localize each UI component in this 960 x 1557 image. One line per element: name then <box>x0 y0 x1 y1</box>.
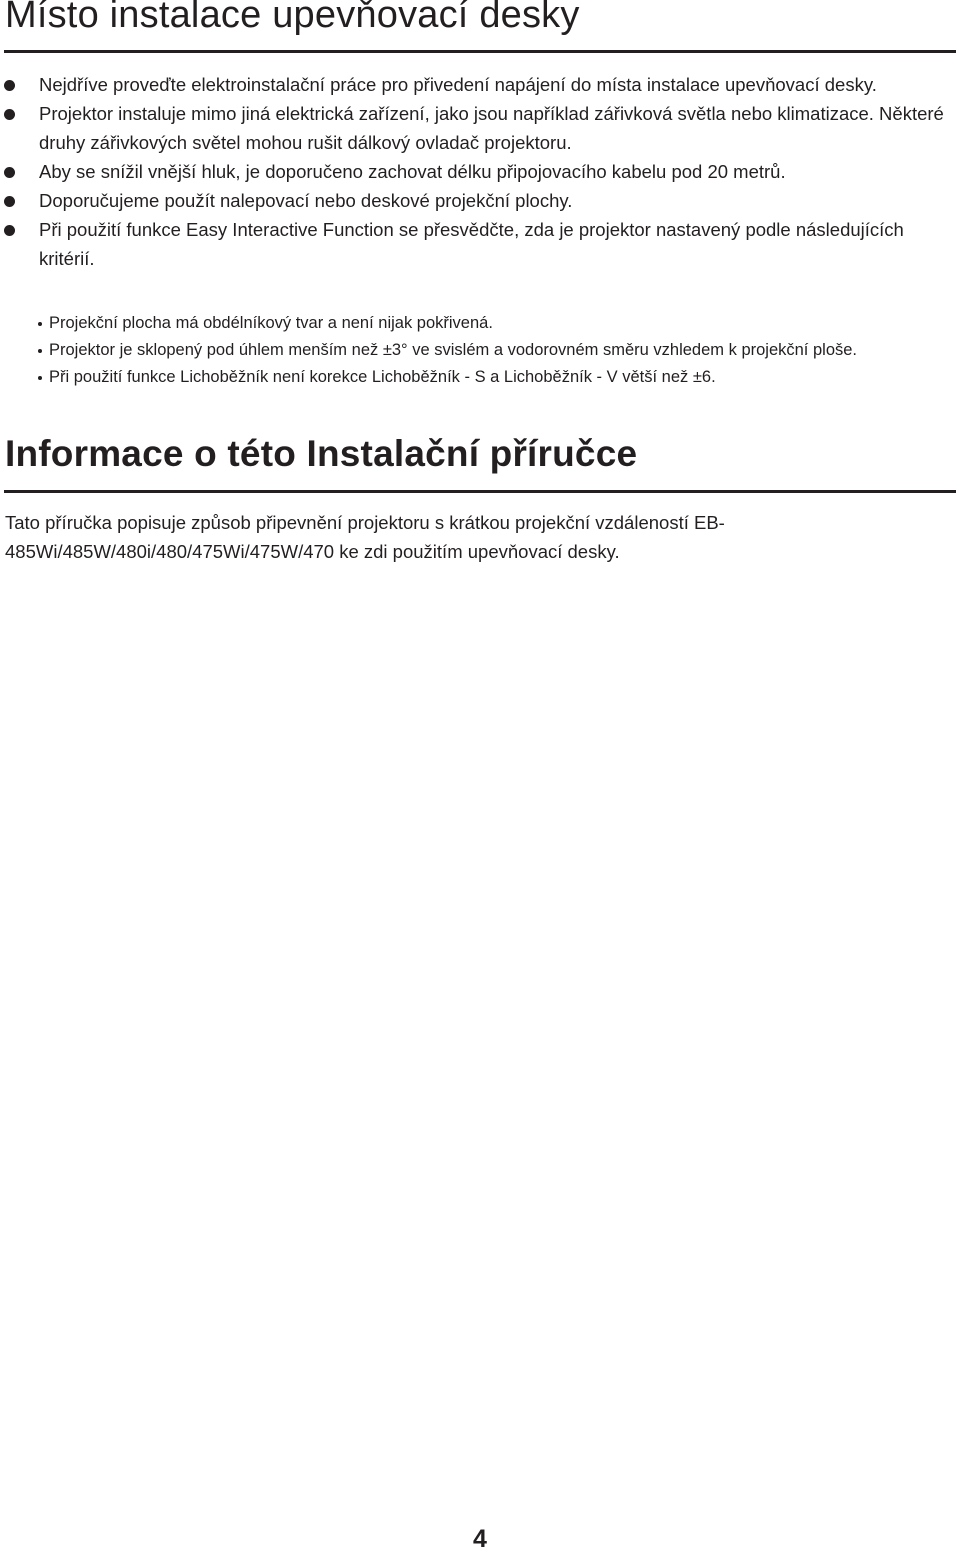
bullet-item <box>0 215 956 273</box>
title-rule <box>4 50 956 53</box>
bullet-text: Doporučujeme použít nalepovací nebo deskové projekční plochy. <box>39 190 573 211</box>
guide-description-paragraph: Tato příručka popisuje způsob připevnění projektoru s krátkou projekční vzdáleností EB-485Wi/485W/480i/480/475Wi/475W/470 ke zdi použitím upevňovací desky. <box>5 512 725 562</box>
bullet-text: Projektor instaluje mimo jiná elektrická zařízení, jako jsou například zářivková světla nebo klimatizace. Některé druhy zářivkových světel mohou rušit dálkový ovladač projektoru. <box>39 103 944 153</box>
bullet-item <box>0 186 956 215</box>
bullet-dot-icon <box>4 225 15 236</box>
bullet-dot-icon <box>4 196 15 207</box>
bullet-text: Nejdříve proveďte elektroinstalační práce pro přivedení napájení do místa instalace upevňovací desky. <box>39 74 877 95</box>
small-bullet-icon <box>38 322 42 326</box>
title-rule <box>4 490 956 493</box>
bullet-item <box>0 157 956 186</box>
sub-bullet-item <box>0 339 956 362</box>
bullet-dot-icon <box>4 167 15 178</box>
bullet-item <box>0 70 956 99</box>
sub-bullet-text: Projektor je sklopený pod úhlem menším než ±3° ve svislém a vodorovném směru vzhledem k projekční ploše. <box>49 341 858 359</box>
criteria-sub-list <box>0 312 956 393</box>
small-bullet-icon <box>38 349 42 353</box>
sub-bullet-text: Projekční plocha má obdélníkový tvar a není nijak pokřivená. <box>49 314 493 332</box>
sub-bullet-item <box>0 366 956 389</box>
bullet-item <box>0 99 956 157</box>
small-bullet-icon <box>38 376 42 380</box>
page-number: 4 <box>473 1525 487 1553</box>
bullet-dot-icon <box>4 80 15 91</box>
bullet-text: Aby se snížil vnější hluk, je doporučeno zachovat délku připojovacího kabelu pod 20 metrů. <box>39 161 786 182</box>
section-title-installation-location: Místo instalace upevňovací desky <box>5 0 580 36</box>
installation-bullet-list <box>0 70 956 273</box>
sub-bullet-text: Při použití funkce Lichoběžník není korekce Lichoběžník - S a Lichoběžník - V větší než ±6. <box>49 368 716 386</box>
section-title-guide-information: Informace o této Instalační příručce <box>5 433 638 474</box>
sub-bullet-item <box>0 312 956 335</box>
bullet-text: Při použití funkce Easy Interactive Function se přesvědčte, zda je projektor nastavený podle následujících kritérií. <box>39 219 904 269</box>
bullet-dot-icon <box>4 109 15 120</box>
